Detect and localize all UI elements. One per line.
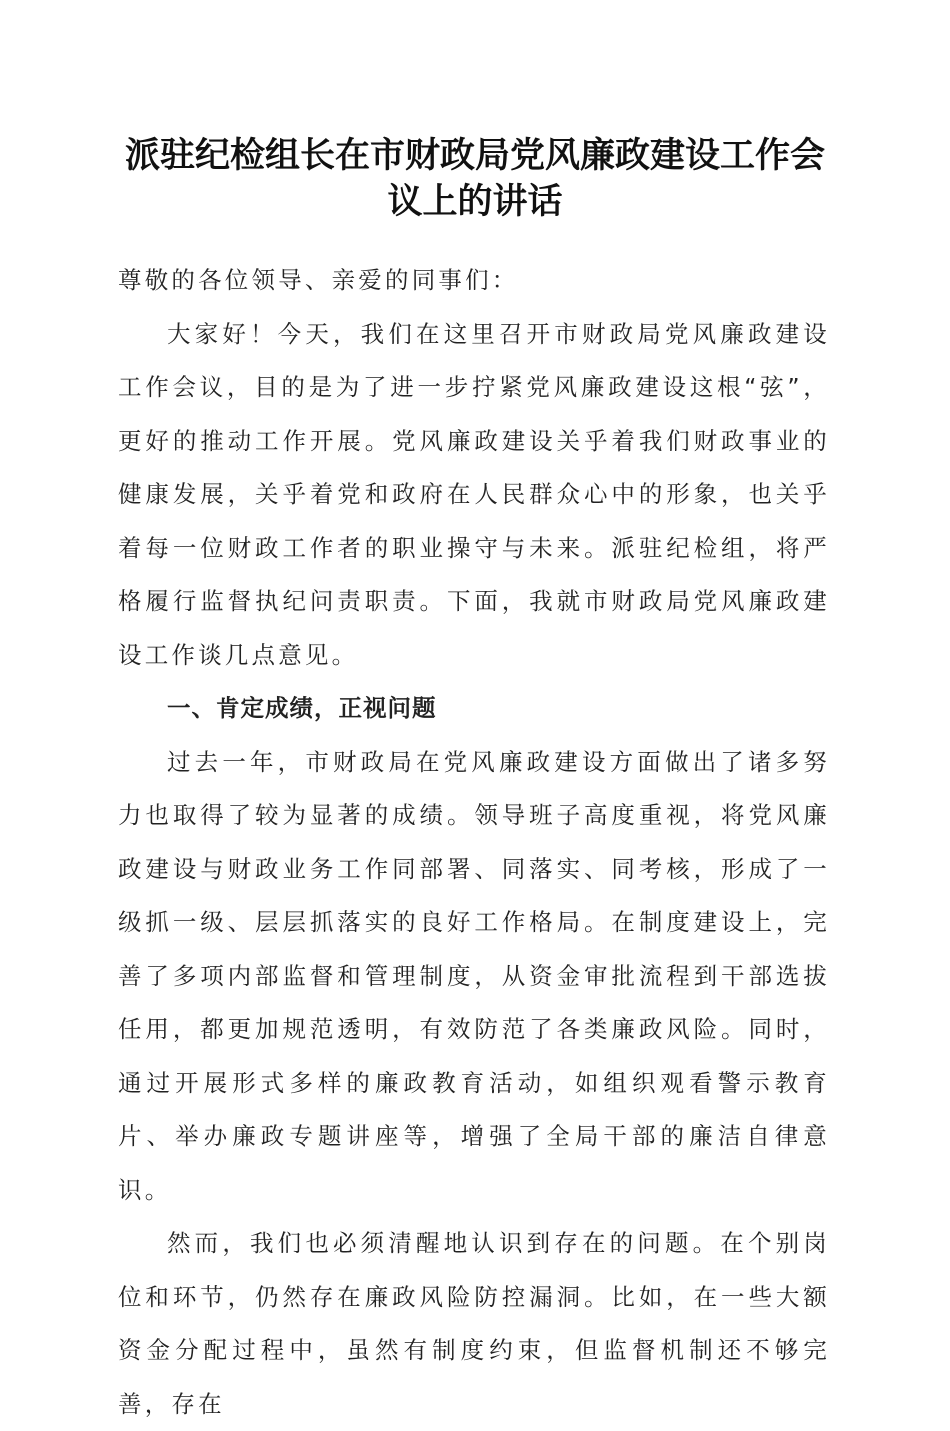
- document-title: 派驻纪检组长在市财政局党风廉政建设工作会议上的讲话: [124, 135, 825, 222]
- document-body: [118, 254, 830, 1431]
- paragraph-problems: 然而，我们也必须清醒地认识到存在的问题。在个别岗位和环节，仍然存在廉政风险防控漏洞。比如，在一些大额资金分配过程中，虽然有制度约束，但监督机制还不够完善，存在: [118, 1229, 830, 1418]
- paragraph-opening: 大家好！今天，我们在这里召开市财政局党风廉政建设工作会议，目的是为了进一步拧紧党风廉政建设这根“弦”，更好的推动工作开展。党风廉政建设关乎着我们财政事业的健康发展，关乎着党和政府在人民群众心中的形象，也关乎着每一位财政工作者的职业操守与未来。派驻纪检组，将严格履行监督执纪问责职责。下面，我就市财政局党风廉政建设工作谈几点意见。: [118, 319, 830, 669]
- salutation: 尊敬的各位领导、亲爱的同事们：: [118, 266, 519, 294]
- section-heading-1: 一、肯定成绩，正视问题: [167, 694, 437, 722]
- paragraph-achievements: 过去一年，市财政局在党风廉政建设方面做出了诸多努力也取得了较为显著的成绩。领导班子高度重视，将党风廉政建设与财政业务工作同部署、同落实、同考核，形成了一级抓一级、层层抓落实的良好工作格局。在制度建设上，完善了多项内部监督和管理制度，从资金审批流程到干部选拔任用，都更加规范透明，有效防范了各类廉政风险。同时，通过开展形式多样的廉政教育活动，如组织观看警示教育片、举办廉政专题讲座等，增强了全局干部的廉洁自律意识。: [118, 747, 830, 1204]
